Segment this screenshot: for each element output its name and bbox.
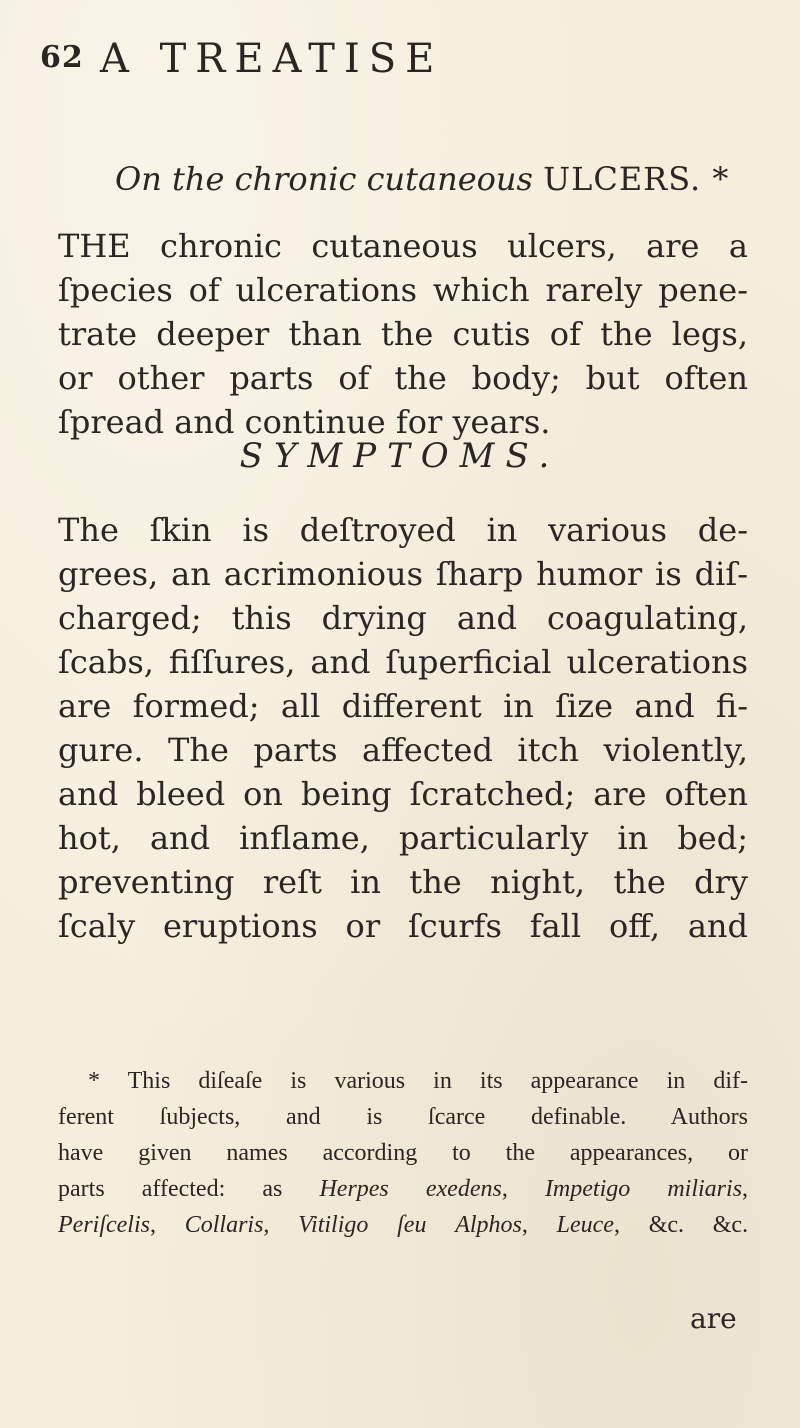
intro-line: ſpecies of ulcerations which rarely pene- (58, 271, 748, 309)
symptoms-line: preventing reſt in the night, the dry (58, 863, 748, 901)
footnote-term: Collaris (184, 1212, 264, 1238)
footnote (58, 1063, 748, 1243)
footnote-line: Periſcelis, Collaris, Vitiligo ſeu Alphos, Leuce, &c. &c. (58, 1212, 749, 1238)
symptoms-line: gure. The parts affected itch violently, (58, 731, 748, 769)
footnote-text: parts affected: as (58, 1176, 283, 1202)
symptoms-line: grees, an acrimonious ſharp humor is diſ- (58, 555, 748, 593)
footnote-line: have given names according to the appearances, or (58, 1140, 748, 1166)
intro-line: THE chronic cutaneous ulcers, are a (58, 227, 748, 265)
footnote-term: Leuce (556, 1212, 614, 1238)
symptoms-line: charged; this drying and coagulating, (58, 599, 748, 637)
intro-line: ſpread and continue for years. (58, 403, 551, 441)
page-number: 62 (40, 40, 84, 75)
running-head (40, 34, 600, 84)
intro-paragraph (58, 224, 748, 444)
symptoms-line: are formed; all different in ſize and fi- (58, 687, 748, 725)
section-title-italic: On the chronic cutaneous (115, 160, 533, 198)
footnote-line: parts affected: as Herpes exedens, Impetigo miliaris, (58, 1176, 749, 1202)
intro-line: or other parts of the body; but often (58, 359, 748, 397)
symptoms-line: ſcabs, fiſſures, and ſuperficial ulcerations (58, 643, 748, 681)
section-title-roman: ULCERS. * (543, 160, 730, 198)
footnote-line: * This diſeaſe is various in its appearance in dif- (88, 1068, 748, 1094)
symptoms-line: and bleed on being ſcratched; are often (58, 775, 748, 813)
symptoms-line: The ſkin is deſtroyed in various de- (58, 511, 748, 549)
footnote-text: &c. &c. (648, 1212, 749, 1238)
symptoms-line: ſcaly eruptions or ſcurfs fall off, and (58, 907, 748, 945)
footnote-term: Alphos (455, 1212, 522, 1238)
footnote-term: Periſcelis (58, 1212, 150, 1238)
symptoms-line: hot, and inflame, particularly in bed; (58, 819, 748, 857)
catchword: are (690, 1302, 737, 1335)
symptoms-paragraph (58, 508, 748, 948)
intro-line: trate deeper than the cutis of the legs, (58, 315, 748, 353)
running-title: A TREATISE (100, 36, 444, 82)
footnote-line: ferent ſubjects, and is ſcarce definable. Authors (58, 1104, 748, 1130)
footnote-term: Herpes exedens (319, 1176, 502, 1202)
footnote-term: Vitiligo ſeu (298, 1212, 427, 1238)
symptoms-heading: SYMPTOMS. (239, 436, 561, 476)
section-title (115, 160, 729, 198)
footnote-term: Impetigo miliaris (544, 1176, 743, 1202)
